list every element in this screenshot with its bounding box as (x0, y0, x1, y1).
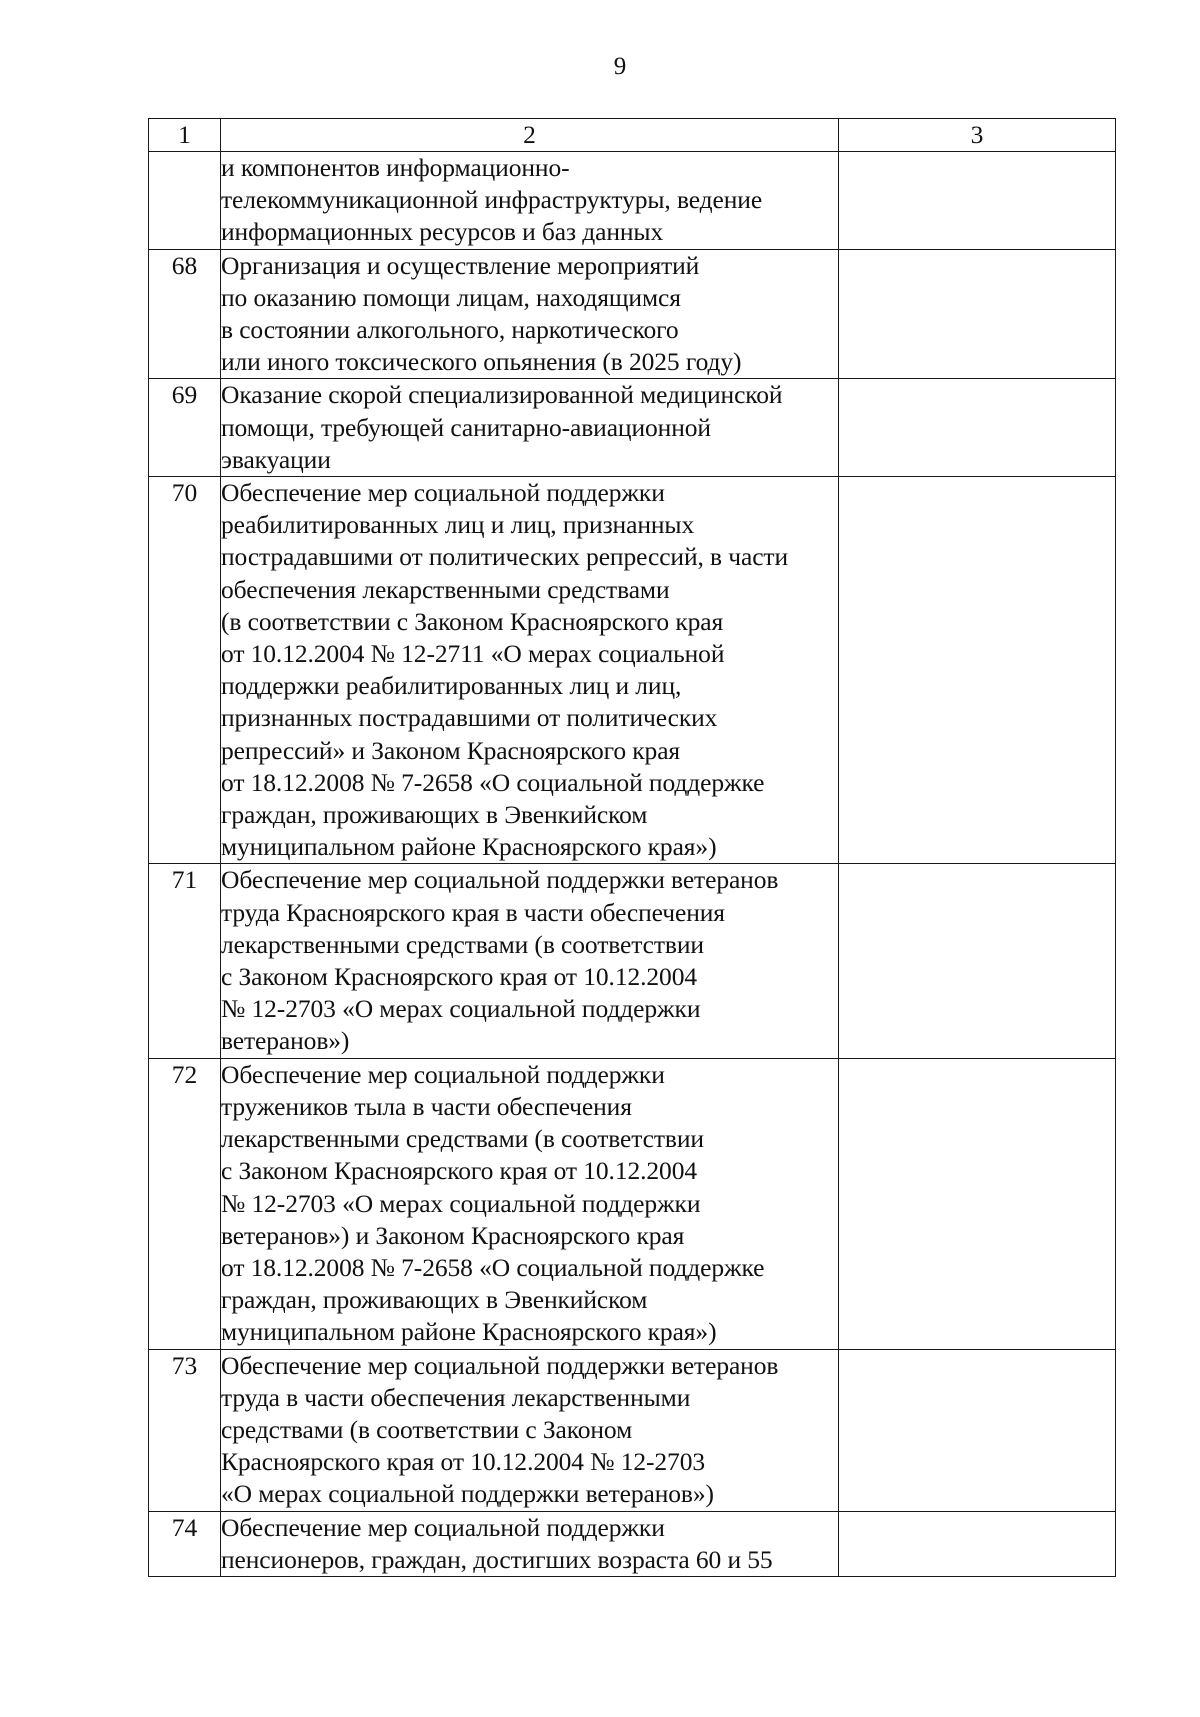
row-number: 71 (149, 864, 221, 1058)
table-row (149, 477, 1116, 864)
row-column-3 (839, 249, 1116, 379)
row-column-3 (839, 379, 1116, 477)
column-header-2: 2 (221, 119, 839, 152)
row-description: Организация и осуществление мероприятий по оказанию помощи лицам, находящимся в состоянии алкогольного, наркотического или иного токсического опьянения (в 2025 году) (221, 249, 839, 379)
table-row (149, 249, 1116, 379)
row-description: Обеспечение мер социальной поддержки ветеранов труда Красноярского края в части обеспечения лекарственными средствами (в соответствии с Законом Красноярского края от 10.12.2004 № 12-2703 «О мерах социальной поддержки ветеранов») (221, 864, 839, 1058)
table-row (149, 152, 1116, 250)
row-number (149, 152, 221, 250)
row-number: 68 (149, 249, 221, 379)
row-column-3 (839, 1511, 1116, 1576)
row-column-3 (839, 1349, 1116, 1511)
row-description: Обеспечение мер социальной поддержки реабилитированных лиц и лиц, признанных пострадавшими от политических репрессий, в части обеспечения лекарственными средствами (в соответствии с Законом Красноярского края от 10.12.2004 № 12-2711 «О мерах социальной поддержки реабилитированных лиц и лиц, признанных пострадавшими от политических репрессий» и Законом Красноярского края от 18.12.2008 № 7-2658 «О социальной поддержке граждан, проживающих в Эвенкийском муниципальном районе Красноярского края») (221, 477, 839, 864)
table-row (149, 379, 1116, 477)
table-row (149, 1511, 1116, 1576)
row-column-3 (839, 864, 1116, 1058)
page-number: 9 (613, 53, 627, 80)
table-row (149, 1058, 1116, 1349)
row-number: 69 (149, 379, 221, 477)
column-header-3: 3 (839, 119, 1116, 152)
row-description: Обеспечение мер социальной поддержки тружеников тыла в части обеспечения лекарственными средствами (в соответствии с Законом Красноярского края от 10.12.2004 № 12-2703 «О мерах социальной поддержки ветеранов») и Законом Красноярского края от 18.12.2008 № 7-2658 «О социальной поддержке граждан, проживающих в Эвенкийском муниципальном районе Красноярского края») (221, 1058, 839, 1349)
row-number: 70 (149, 477, 221, 864)
table-header-row (149, 119, 1116, 152)
row-description: Обеспечение мер социальной поддержки ветеранов труда в части обеспечения лекарственными средствами (в соответствии с Законом Красноярского края от 10.12.2004 № 12-2703 «О мерах социальной поддержки ветеранов») (221, 1349, 839, 1511)
row-column-3 (839, 152, 1116, 250)
row-column-3 (839, 477, 1116, 864)
row-description: и компонентов информационно- телекоммуникационной инфраструктуры, ведение информационных ресурсов и баз данных (221, 152, 839, 250)
row-description: Обеспечение мер социальной поддержки пенсионеров, граждан, достигших возраста 60 и 55 (221, 1511, 839, 1576)
table-row (149, 1349, 1116, 1511)
row-number: 74 (149, 1511, 221, 1576)
row-column-3 (839, 1058, 1116, 1349)
row-number: 72 (149, 1058, 221, 1349)
row-number: 73 (149, 1349, 221, 1511)
table-row (149, 864, 1116, 1058)
column-header-1: 1 (149, 119, 221, 152)
row-description: Оказание скорой специализированной медицинской помощи, требующей санитарно-авиационной эвакуации (221, 379, 839, 477)
document-table (148, 118, 1116, 1577)
